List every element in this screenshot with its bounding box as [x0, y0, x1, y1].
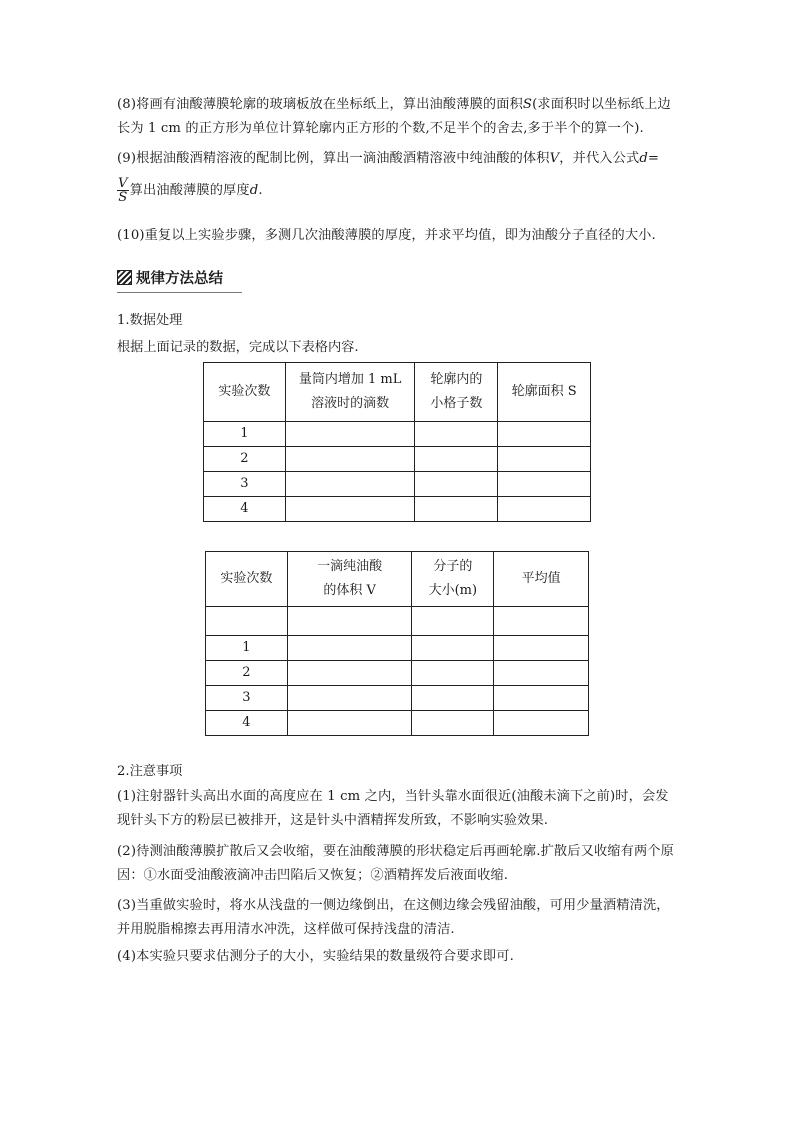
table-cell — [287, 711, 412, 736]
table-header-cell — [285, 363, 415, 422]
table-cell — [498, 422, 591, 447]
table-cell — [412, 636, 494, 661]
drops-area-table — [203, 362, 591, 522]
table-header-cell — [412, 552, 494, 607]
table-cell — [285, 422, 415, 447]
area-symbol: S — [522, 97, 533, 112]
thickness-symbol-2: d — [249, 183, 259, 198]
table-cell — [415, 447, 498, 472]
table-row — [204, 472, 591, 497]
table-cell — [494, 607, 589, 636]
table-row — [206, 686, 589, 711]
period: . — [258, 183, 263, 198]
data-processing-intro: 根据上面记录的数据，完成以下表格内容. — [117, 340, 359, 355]
section-underline — [117, 292, 242, 293]
trial-number-cell: 1 — [204, 422, 286, 447]
data-processing-heading: 1.数据处理 — [117, 313, 183, 328]
step-9-text-cont: ，并代入公式 — [559, 151, 640, 166]
header-line: 的体积 V — [323, 583, 376, 598]
table-cell — [412, 661, 494, 686]
table-row — [204, 447, 591, 472]
table-header-row — [206, 552, 589, 607]
note-3: (3)当重做实验时，将水从浅盘的一侧边缘倒出，在这侧边缘会残留油酸，可用少量酒精清洗，并用脱脂棉擦去再用清水冲洗，这样做可保持浅盘的清洁. — [117, 898, 670, 937]
table-row — [204, 497, 591, 522]
table-header-cell — [498, 363, 591, 422]
thickness-symbol: d — [639, 151, 648, 166]
header-line: 溶液时的滴数 — [311, 396, 390, 411]
section-marker-icon — [117, 270, 132, 285]
step-9-text-end: 算出油酸薄膜的厚度 — [129, 183, 250, 198]
step-9-text: (9)根据油酸酒精溶液的配制比例，算出一滴油酸酒精溶液中纯油酸的体积 — [117, 151, 550, 166]
note-1: (1)注射器针头高出水面的高度应在 1 cm 之内，当针头靠水面很近(油酸未滴下之前)时，会发现针头下方的粉层已被排开，这是针头中酒精挥发所致，不影响实验效果. — [117, 789, 669, 828]
table-cell — [287, 607, 412, 636]
table-cell — [412, 686, 494, 711]
header-line: 分子的 — [433, 559, 473, 574]
table-cell — [498, 472, 591, 497]
table-cell — [415, 422, 498, 447]
header-line: 一滴纯油酸 — [317, 559, 383, 574]
table-header-cell — [287, 552, 412, 607]
table-row — [206, 636, 589, 661]
section-title — [117, 266, 223, 292]
table-cell — [285, 447, 415, 472]
header-line: 实验次数 — [218, 384, 271, 399]
step-10-paragraph: (10)重复以上实验步骤，多测几次油酸薄膜的厚度，并求平均值，即为油酸分子直径的大小. — [117, 228, 656, 243]
volume-symbol: V — [549, 151, 560, 166]
step-8-text-cont: (求面积时以坐标纸上边长为 1 cm 的正方形为单位计算轮廓内正方形的个数,不足半个的舍去,多于半个的算一个). — [117, 97, 671, 136]
notes-heading: 2.注意事项 — [117, 764, 183, 779]
trial-number-cell — [206, 607, 288, 636]
table-cell — [287, 636, 412, 661]
table-header-cell — [204, 363, 286, 422]
table-cell — [415, 472, 498, 497]
section-title-text: 规律方法总结 — [136, 271, 223, 287]
step-9-formula-line — [117, 177, 679, 204]
step-8-text: (8)将画有油酸薄膜轮廓的玻璃板放在坐标纸上，算出油酸薄膜的面积 — [117, 97, 523, 112]
table-cell — [415, 497, 498, 522]
step-8-paragraph — [117, 93, 679, 141]
table-row — [206, 711, 589, 736]
table-cell — [287, 686, 412, 711]
table-cell — [412, 607, 494, 636]
trial-number-cell: 2 — [206, 661, 288, 686]
table-cell — [285, 472, 415, 497]
table-cell — [498, 447, 591, 472]
trial-number-cell: 3 — [204, 472, 286, 497]
table-row — [206, 607, 589, 636]
table-row — [206, 661, 589, 686]
header-line: 轮廓内的 — [430, 372, 483, 387]
trial-number-cell: 4 — [204, 497, 286, 522]
table-cell — [494, 661, 589, 686]
volume-size-table — [205, 551, 589, 736]
table-cell — [285, 497, 415, 522]
table-cell — [494, 636, 589, 661]
table-cell — [412, 711, 494, 736]
header-line: 大小(m) — [428, 583, 478, 598]
trial-number-cell: 3 — [206, 686, 288, 711]
table-header-cell — [206, 552, 288, 607]
table-cell — [287, 661, 412, 686]
header-line: 轮廓面积 S — [511, 384, 577, 399]
table-header-cell — [415, 363, 498, 422]
table-cell — [494, 686, 589, 711]
step-9-paragraph — [117, 147, 679, 171]
header-line: 量筒内增加 1 mL — [298, 372, 402, 387]
table-cell — [494, 711, 589, 736]
header-line: 小格子数 — [430, 396, 483, 411]
table-header-cell — [494, 552, 589, 607]
formula-numerator: V — [118, 176, 128, 191]
header-line: 实验次数 — [220, 571, 273, 586]
formula-denominator: S — [118, 190, 128, 205]
trial-number-cell: 4 — [206, 711, 288, 736]
table-row — [204, 422, 591, 447]
note-2: (2)待测油酸薄膜扩散后又会收缩，要在油酸薄膜的形状稳定后再画轮廓.扩散后又收缩有两个原因：①水面受油酸液滴冲击凹陷后又恢复；②酒精挥发后液面收缩. — [117, 844, 674, 883]
trial-number-cell: 1 — [206, 636, 288, 661]
thickness-formula — [117, 177, 129, 204]
note-4: (4)本实验只要求估测分子的大小，实验结果的数量级符合要求即可. — [117, 949, 514, 964]
trial-number-cell: 2 — [204, 447, 286, 472]
table-header-row — [204, 363, 591, 422]
table-cell — [498, 497, 591, 522]
header-line: 平均值 — [521, 571, 561, 586]
equals-sign: = — [647, 151, 660, 166]
